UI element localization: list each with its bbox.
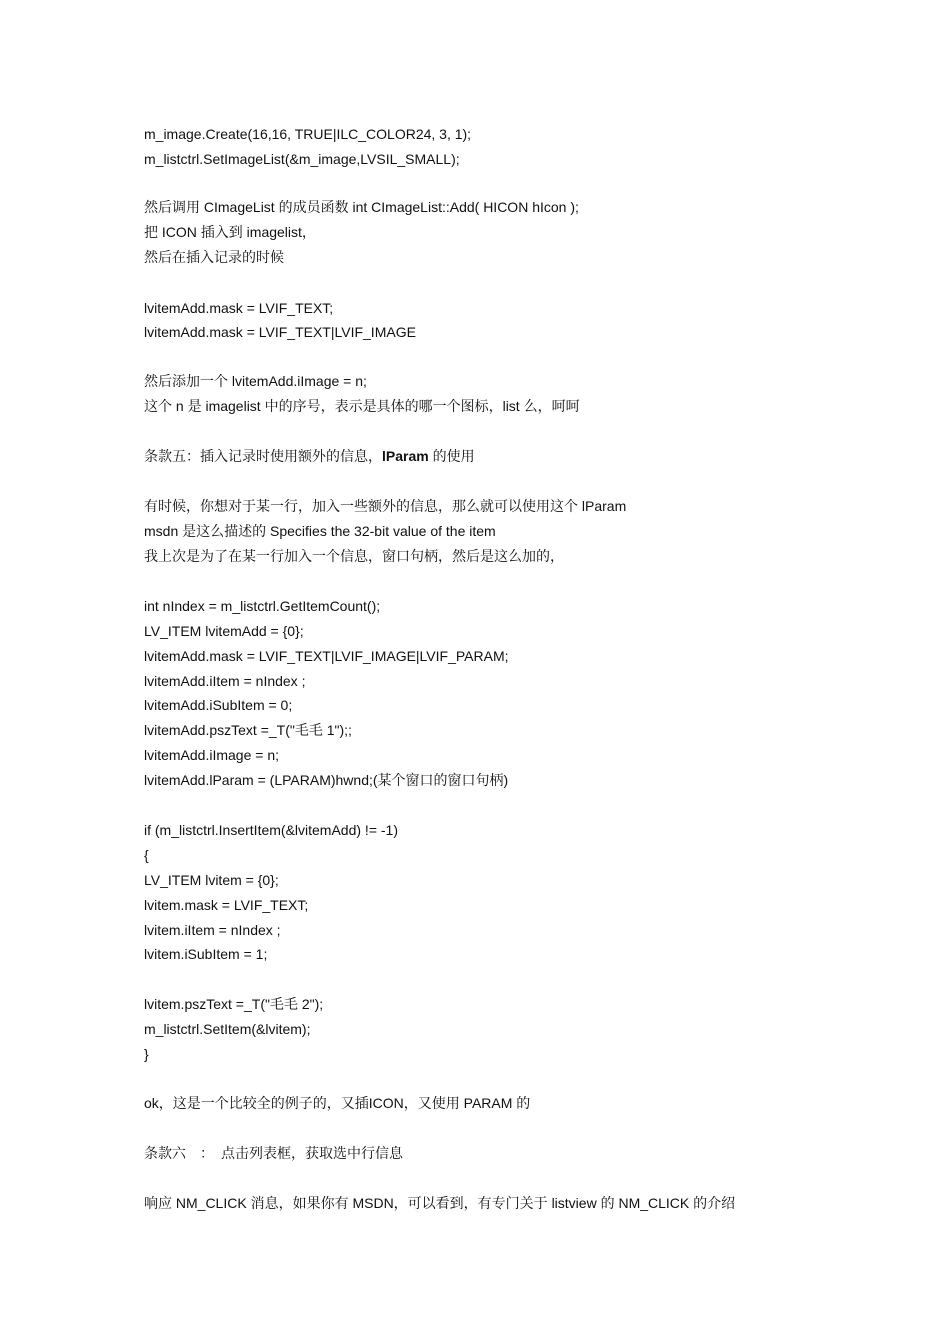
text-line: 然后添加一个 lvitemAdd.iImage = n;	[144, 373, 367, 389]
section-heading: 条款六 ： 点击列表框，获取选中行信息	[144, 1145, 403, 1161]
code-line: lvitem.pszText =_T("毛毛 2");	[144, 996, 324, 1012]
text-line: 这个 n 是 imagelist 中的序号，表示是具体的哪一个图标，list 么，呵呵	[144, 398, 580, 414]
code-line: m_listctrl.SetImageList(&m_image,LVSIL_SMALL);	[144, 151, 460, 167]
code-line: m_listctrl.SetItem(&lvitem);	[144, 1021, 311, 1037]
code-line: int nIndex = m_listctrl.GetItemCount();	[144, 598, 381, 614]
code-line: lvitem.iSubItem = 1;	[144, 946, 268, 962]
section-heading	[144, 446, 475, 466]
text-line: 响应 NM_CLICK 消息，如果你有 MSDN，可以看到，有专门关于 listview 的 NM_CLICK 的介绍	[144, 1195, 736, 1211]
code-line: lvitemAdd.pszText =_T("毛毛 1");;	[144, 722, 352, 738]
code-line: lvitemAdd.iItem = nIndex ;	[144, 673, 306, 689]
text-line: 然后调用 CImageList 的成员函数 int CImageList::Add( HICON hIcon );	[144, 199, 579, 215]
text-line: 然后在插入记录的时候	[144, 249, 284, 265]
section-heading-prefix: 条款五：插入记录时使用额外的信息，	[144, 448, 382, 464]
text-line: msdn 是这么描述的 Specifies the 32-bit value of the item	[144, 523, 496, 539]
code-line: lvitemAdd.mask = LVIF_TEXT|LVIF_IMAGE	[144, 324, 416, 340]
code-line: lvitemAdd.lParam = (LPARAM)hwnd;(某个窗口的窗口句柄)	[144, 772, 509, 788]
code-line: LV_ITEM lvitemAdd = {0};	[144, 623, 304, 639]
section-heading-keyword: lParam	[382, 448, 429, 464]
code-line: lvitem.iItem = nIndex ;	[144, 922, 281, 938]
code-line: lvitem.mask = LVIF_TEXT;	[144, 897, 309, 913]
text-line: 有时候，你想对于某一行，加入一些额外的信息，那么就可以使用这个 lParam	[144, 498, 627, 514]
code-line: lvitemAdd.iImage = n;	[144, 747, 280, 763]
code-line: }	[144, 1046, 149, 1062]
text-line: 我上次是为了在某一行加入一个信息，窗口句柄，然后是这么加的，	[144, 548, 564, 564]
text-line: 把 ICON 插入到 imagelist，	[144, 224, 316, 240]
section-heading-suffix: 的使用	[428, 448, 475, 464]
code-line: lvitemAdd.mask = LVIF_TEXT|LVIF_IMAGE|LVIF_PARAM;	[144, 648, 509, 664]
code-line: lvitemAdd.iSubItem = 0;	[144, 697, 293, 713]
text-line: ok，这是一个比较全的例子的，又插ICON，又使用 PARAM 的	[144, 1095, 531, 1111]
code-line: LV_ITEM lvitem = {0};	[144, 872, 279, 888]
code-line: {	[144, 847, 149, 863]
code-line: m_image.Create(16,16, TRUE|ILC_COLOR24, 3, 1);	[144, 126, 472, 142]
code-line: lvitemAdd.mask = LVIF_TEXT;	[144, 300, 334, 316]
code-line: if (m_listctrl.InsertItem(&lvitemAdd) != -1)	[144, 822, 398, 838]
